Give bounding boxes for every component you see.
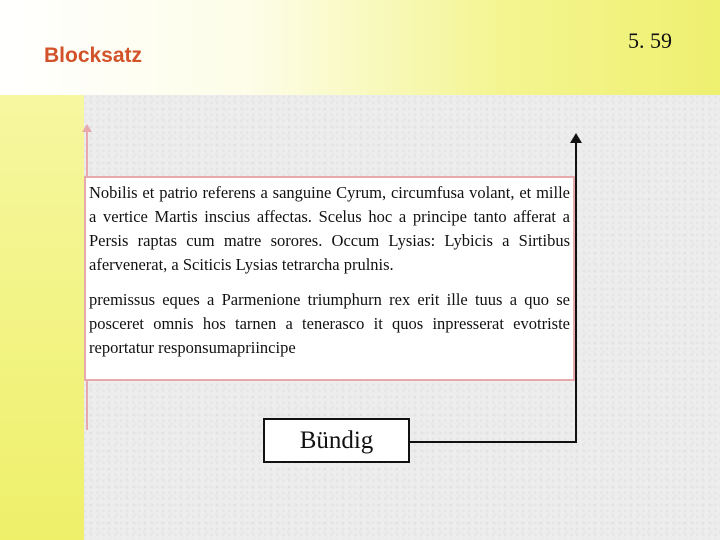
bracket-vertical-line	[575, 141, 577, 443]
paragraph-1: Nobilis et patrio referens a sanguine Cyrum, circumfusa volant, et mille a vertice Martis inscius affectas. Scelus hoc a principe tanto afferat a Persis raptas cum matre sorores. Occum Lysias: Lybicis a Sirtibus afervenerat, a Sciticis Lysias tetrarcha prulnis.	[89, 183, 570, 274]
bracket-horizontal-line	[409, 441, 577, 443]
alignment-label: Bündig	[263, 418, 410, 463]
left-decorative-strip	[0, 95, 84, 540]
page-number: 5. 59	[628, 28, 672, 53]
slide-title: Blocksatz	[44, 44, 143, 67]
justified-text-box	[84, 176, 575, 381]
paragraph-2: premissus eques a Parmenione triumphurn rex erit ille tuus a quo se posceret omnis hos tarnen a tenerasco it quos inpresserat evotriste reportatur responsumapriincipe	[89, 290, 570, 357]
